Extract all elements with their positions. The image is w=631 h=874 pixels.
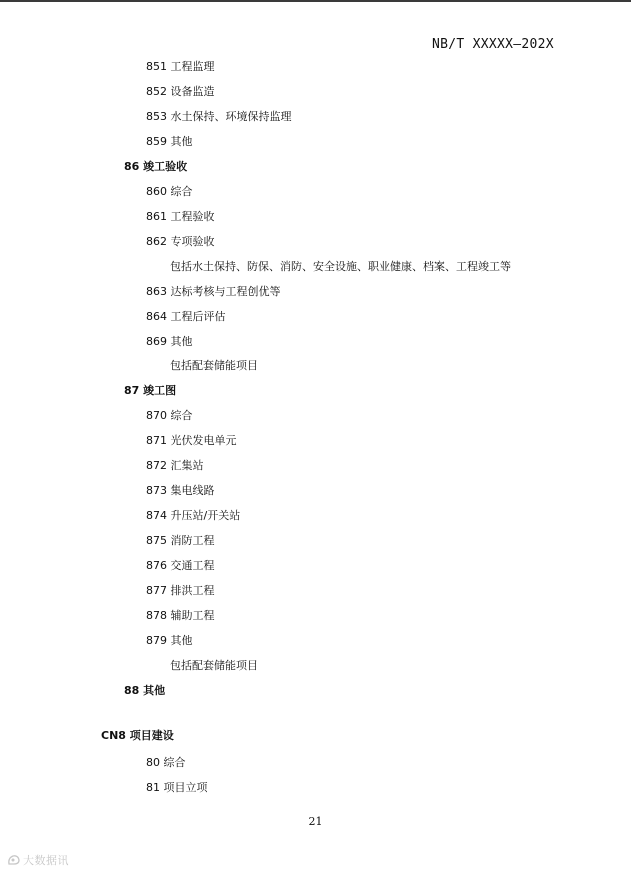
list-item: 864 工程后评估 (146, 310, 226, 323)
list-item: 876 交通工程 (146, 559, 215, 572)
list-item: 851 工程监理 (146, 60, 215, 73)
item-note: 包括水土保持、防保、消防、安全设施、职业健康、档案、工程竣工等 (170, 260, 511, 273)
list-item: 871 光伏发电单元 (146, 434, 237, 447)
standard-number: NB/T XXXXX—202X (432, 37, 554, 52)
list-item: 859 其他 (146, 135, 193, 148)
section-heading: 86 竣工验收 (124, 160, 188, 173)
list-item: 877 排洪工程 (146, 584, 215, 597)
list-item: 860 综合 (146, 185, 193, 198)
list-item: 879 其他 (146, 634, 193, 647)
list-item: 863 达标考核与工程创优等 (146, 285, 281, 298)
list-item: 81 项目立项 (146, 781, 208, 794)
watermark-text: 大数据讯 (23, 854, 69, 867)
list-item: 862 专项验收 (146, 235, 215, 248)
list-item: 878 辅助工程 (146, 609, 215, 622)
header-rule (0, 0, 631, 2)
item-note: 包括配套储能项目 (170, 659, 258, 672)
section-heading: 87 竣工图 (124, 384, 177, 397)
list-item: 853 水土保持、环境保持监理 (146, 110, 292, 123)
list-item: 852 设备监造 (146, 85, 215, 98)
page-number: 21 (308, 815, 323, 828)
list-item: 874 升压站/开关站 (146, 509, 241, 522)
item-note: 包括配套储能项目 (170, 359, 258, 372)
list-item: 80 综合 (146, 756, 186, 769)
list-item: 861 工程验收 (146, 210, 215, 223)
list-item: 869 其他 (146, 335, 193, 348)
watermark-logo-icon (7, 854, 21, 866)
section-heading: 88 其他 (124, 684, 166, 697)
list-item: 875 消防工程 (146, 534, 215, 547)
list-item: 870 综合 (146, 409, 193, 422)
list-item: 872 汇集站 (146, 459, 204, 472)
watermark (7, 852, 69, 868)
category-heading: CN8 项目建设 (101, 729, 174, 742)
list-item: 873 集电线路 (146, 484, 215, 497)
